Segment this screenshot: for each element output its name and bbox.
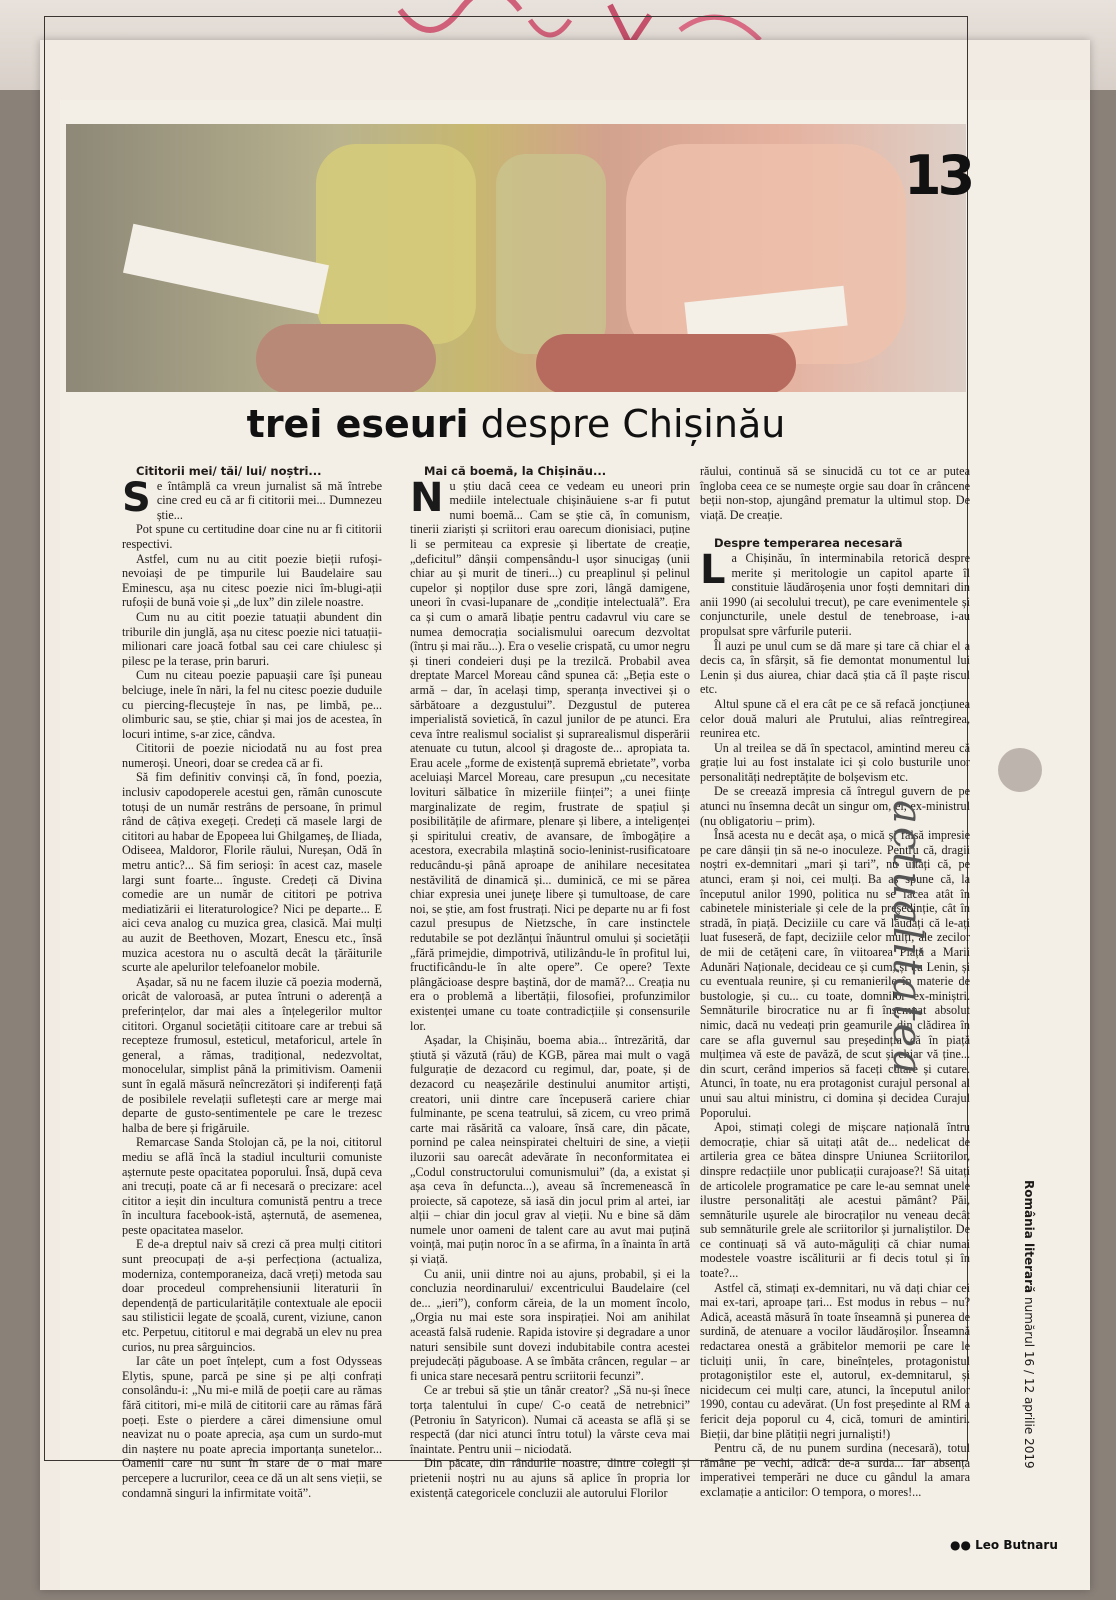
page-number: 13	[904, 144, 972, 207]
paragraph: Astfel, cum nu au citit poezie bieții rufoși-nevoiași de pe timpurile lui Baudelaire sau Eminescu, așa nu citesc poezie nici îm-blugi-ații rufoșii de bună voie și „de lux” din zilele noastre.	[122, 551, 382, 610]
title-light: despre Chișinău	[480, 402, 786, 446]
column-1	[122, 464, 382, 1500]
issue-info: numărul 16 / 12 aprilie 2019	[1022, 1296, 1036, 1469]
article-title	[66, 402, 966, 446]
paragraph: Așadar, să nu ne facem iluzie că poezia modernă, oricât de valoroasă, ar putea întruni o aderență a preferințelor, dar mai ales a înțelegerilor multor cititori. Organul societății cititoare care ar trebui să recepteze frumosul, esteticul, metaforicul, artele în general, a rămas, tradițional, nedezvoltat, monocelular, simplist până la primitivism. Oamenii sunt în egală măsură neîncrezători și indiferenți față de posibilele revelații sufletești care ar merge mai departe de gusto-sentimentele pe care le trezesc halba de bere și frigăruile.	[122, 974, 382, 1135]
paragraph: Pentru că, de nu punem surdina (necesară), totul rămâne pe vechi, adică: de-a surda... Iar absența imperativei temperări ne duce cu gândul la amara exclamație a anticilor: O tempora, o mores!...	[700, 1441, 970, 1499]
paragraph: Îl auzi pe unul cum se dă mare și tare că chiar el a decis ca, în sfârșit, să fie demontat monumentul lui Lenin și dus aiurea, chiar dacă știa că îl paște riscul etc.	[700, 638, 970, 697]
author-signature: ●● Leo Butnaru	[950, 1538, 1058, 1552]
paragraph: Cum nu au citit poezie tatuații abundent din triburile din junglă, așa nu citesc poezie nici tatuații-milionari care joacă fotbal sau cei care chiulesc și pilesc pe la terase, prin baruri.	[122, 609, 382, 668]
paragraph: De se creează impresia că întregul guvern de pe atunci nu însemna decât un singur om, el, ex-ministrul (nu obligatoriu – prim).	[700, 784, 970, 828]
paragraph: La Chișinău, în interminabila retorică despre merite și meritologie un capitol aparte îl constituie lăudăroșenia unor foști demnitari din anii 1990 (ai secolului trecut), pe care evenimentele și conjuncturile, unele destul de tenebroase, i-au propulsat spre vârfurile puterii.	[700, 546, 970, 638]
paragraph: Un al treilea se dă în spectacol, amintind mereu că grație lui au fost instalate ici și colo busturile unor personalități nedreptățite de bolșevism etc.	[700, 740, 970, 784]
paragraph: Însă acesta nu e decât așa, o mică și falsă impresie pe care dânșii țin să ne-o inoculeze. Pentru că, dragii noștri ex-demnitari „mari și tari”, nu uitați că, pe atunci, eram și noi, cei mulți. Ba aș spune că, la începutul anilor 1990, politica nu se făcea atât în cabinetele ministeriale și cele de la președinție, cât în stradă, în piață. Deciziile cu care vă lăudați că le-ați luat fuseseră, de fapt, deciziile celor mulți, ale zecilor de mii de cetățeni care, în viitoarea Piață a Marii Adunări Naționale, decideau ce și cum, și cu Lenin, și cu eventuala reunire, și cu remanierile în materie de bustologie, și cu... cu toate, domnilor ex-miniștri. Semnăturile birocratice nu ar fi însemnat absolut nimic, dacă nu vedeați prin geamurile din clădirea în care se afla guvernul sau președinția că în piață mulțimea vă este de pavăză, de scut și chiar vă ține... din scurt, cerând imperios să faceți cutare și cutare. Atunci, în toate, nu era protagonist curajul personal al unui sau altui ministru, ci domina și decidea Curajul Poporului.	[700, 828, 970, 1120]
paragraph: Pot spune cu certitudine doar cine nu ar fi cititorii respectivi.	[122, 522, 382, 551]
section-heading-2: Mai că boemă, la Chișinău...	[424, 464, 607, 478]
drop-cap: N	[410, 474, 444, 521]
header-photo-children-reading	[66, 124, 966, 392]
column-2	[410, 464, 690, 1500]
paragraph: E de-a dreptul naiv să crezi că prea mulți cititori sunt preocupați de a-și perfecționa (actualiza, moderniza, contemporaneiza, dacă vreți) metoda sau doar procedeul comprehensiunii literaturii în dependență de particularitățile contextuale ale epocii sau stilisticii legate de școală, curent, viziune, canon etc. Perpetuu, cititorul e mai degrabă un elev nu prea curios, nu prea sârguincios.	[122, 1237, 382, 1354]
paragraph: Cititorii de poezie niciodată nu au fost prea numeroși. Uneori, doar se credea că ar fi.	[122, 741, 382, 770]
title-bold: trei eseuri	[246, 402, 469, 446]
paragraph: Ce ar trebui să știe un tânăr creator? „Să nu-și înece torța talentului în cupe/ C-o ceată de netrebnici” (Petroniu în Satyricon). Numai că aceasta se află și se respectă (dar nici atunci întru totul) la vârste ceva mai înaintate. Pentru unii – niciodată.	[410, 1383, 690, 1456]
paragraph: Nu știu dacă ceea ce vedeam eu uneori prin mediile intelectuale chișinăuiene s-ar fi putut numi boemă... Cam se știe că, în comunism, tinerii ziariști și scriitori erau oarecum dionisiaci, puține li se permiteau ca expresie și libertate de creație, „deficitul” dânșii compensându-l ușor sinucigaș (unii chiar au și murit de tineri...) cu preaplinul și pelinul cupelor și nopților duse spre zori, lângă damigene, uneori în cvasi-lupanare de „condiție intelectuală”. Era ca și cum o amară libație pentru cadavrul viu care se numea democrația socialismului oarecum dezvoltat (întru și mai rău...). Era o veselie crispată, cu umor negru și tineri condeieri duși pe la trezilcă. Probabil avea dreptate Marcel Moreau când spunea că: „Beția este o armă – dar, în același timp, speranța invectivei și o sărbătoare a dezgustului”. Dezgustul de puterea imperialistă sovietică, în cazul junilor de pe atunci. Era ceva între realismul socialist și suprarealismul disperării atenuate cu tutun, alcool și dragoste de... apropiata ta. Erau acele „forme de existență supremă ebrietate”, vorba aceluiași Marcel Moreau, care presupun „cu necesitate lovituri sălbatice în mizeriile ființei”; a unei ființe marginalizate de regim, frustrate de spațiul și posibilitățile de afirmare, plenare și libere, a inteligenței și spiritului creativ, de avansare, de îmbogățire a acestora, execrabila mlaștină socio-leninist-rusificatoare reducându-și până aproape de anihilare necesitatea nestăvilită de dinamică și... duminică, ce mi se părea chiar expresia unei juneţe libere și tumultoase, de care noi, se știe, am fost frustrați. Nici pe departe nu ar fi fost cazul presupus de Nietzsche, în care instinctele redutabile se pot dezlănțui înăuntrul omului și societății „fără primejdie, dimpotrivă, utilizându-le în profitul lui, fructificându-le în alte opere”. Ce opere? Texte plângăcioase despre baștină, dor de mamă?... Creația nu era o problemă a libertății, filosofiei, profunzimilor existenței umane cu toate contradicțiile și consensurile lor.	[410, 474, 690, 1033]
paragraph: Apoi, stimați colegi de mișcare națională întru democrație, chiar să uitați atât de... nedelicat de artileria grea ce bătea dinspre Uniunea Scriitorilor, dinspre redacțiile unor publicații curajoase?! Să uitați de articolele programatice pe care le-au semnat unele ilustre personalități ale acestui pământ? Păi, semnăturile ușurele ale birocraților nu veneau decât sub semnăturile grele ale scriitorilor și jurnaliștilor. De ce continuați să vă auto-măguliți că chiar numai modestele voastre iscăliturii ar fi decis totul și în toate?...	[700, 1120, 970, 1281]
publication-sideline	[1022, 1180, 1036, 1469]
paragraph: Cu anii, unii dintre noi au ajuns, probabil, și ei la concluzia neordinarului/ excentricului Baudelaire (cel de... „ieri”), conform căreia, de la un moment încolo, „Orgia nu mai este sora inspirației. Noi am anihilat această falsă rudenie. Rapida istovire și degradare a unor naturi sensibile sunt dovezi indubitabile contra acestei prejudecăți păguboase. A se îmbăta crâncen, regular – ar fi unica stare necesară pentru scriitorii fecunzi”.	[410, 1266, 690, 1383]
drop-cap: S	[122, 474, 151, 521]
paragraph: Astfel că, stimați ex-demnitari, nu vă dați chiar cei mai ex-tari, aproape țari... Est modus in rebus – nu? Adică, această măsură în toate înseamnă și punerea de surdină, de atenuare a vocilor lăudăroșilor. Înseamnă redactarea onestă a grăbitelor memorii pe care le ticluiți unii, în care, bineînțeles, protagonistul protagoniștilor este el, autorul, ex-demnitarul, și nicidecum cei mulți care, atunci, la începutul anilor 1990, contau cu adevărat. (Un fost președinte al RM a fericit deja poporul cu 4, cică, tomuri de amintiri. Bieții, dar bine plătiții negri jurnaliști!)	[700, 1280, 970, 1441]
publication-name: România literară	[1022, 1180, 1036, 1294]
paragraph-continued: răului, continuă să se sinucidă cu tot ce ar putea îngloba ceea ce se numește orgie sau doar în crâncene beții non-stop, ajungând prematur la ultimul stop. De viață. De creație.	[700, 464, 970, 522]
drop-cap: L	[700, 546, 726, 593]
paragraph: Se întâmplă ca vreun jurnalist să mă întrebe cine cred eu că ar fi cititorii mei... Dumnezeu știe...	[122, 474, 382, 522]
paragraph: Cum nu citeau poezie papuașii care își puneau belciuge, inele în nări, la fel nu citesc poezie duduile cu piercing-flecușteje în nas, pe limbă, pe... olimburic sau, se știe, chiar și mai jos de acestea, în locuri intime, s-ar zice, cândva.	[122, 668, 382, 741]
paragraph: Să fim definitiv convinși că, în fond, poezia, inclusiv capodoperele acestui gen, rămân cunoscute totuși de un număr restrâns de persoane, în primul rând de câțiva exegeți. Credeți că masele largi de cititori au habar de Epopeea lui Ghilgameș, de Iliada, Odiseea, Maldoror, Florile răului, Nureșan, Odă în metru antic?... Să fim serioși: în acest caz, masele largi sunt foarte... înguste. Credeți că Divina comedie are un număr de cititori pe potriva mediatizării ei literaturologice? Nici pe departe... E aici ceva analog cu muzica grea, clasică. Mai mulți au auzit de Beethoven, Mozart, Enescu etc., însă muzica acestora nu o ascultă decât la țărăiturile scurte ale apelurilor telefoanelor mobile.	[122, 770, 382, 975]
paragraph: Iar câte un poet înțelept, cum a fost Odysseas Elytis, spune, parcă pe sine și pe alți confrați consolându-i: „Nu mi-e milă de poeții care au rămas fără cititori, mi-e milă de cititorii care au rămas fără poeți. Este o pierdere a cărei dimensiune omul neavizat nu o poate aprecia, așa cum un surdo-mut din naștere nu poate aprecia importanța sunetelor... Oamenii care nu sunt în stare de o mai mare percepere a lucrurilor, ceea ce dă un alt sens vieții, se condamnă singuri la infirmitate voită”.	[122, 1354, 382, 1500]
section-heading-1: Cititorii mei/ tăi/ lui/ noștri...	[136, 464, 322, 478]
rubric-circle	[998, 748, 1042, 792]
section-rubric: actualitatea	[884, 800, 930, 1078]
paragraph: Altul spune că el era cât pe ce să refacă joncțiunea celor două maluri ale Prutului, alias reîntregirea, reunirea etc.	[700, 696, 970, 741]
section-heading-3: Despre temperarea necesară	[714, 536, 903, 551]
paragraph: Din păcate, din rândurile noastre, dintre colegii și prietenii noștri nu au ajuns să aplice în propria lor existență categoricele concluzii ale autorului Florilor	[410, 1456, 690, 1500]
paragraph: Așadar, la Chișinău, boema abia... întrezărită, dar știută și văzută (rău) de KGB, părea mai mult o vagă fulgurație de dezacord cu regimul, dar, poate, și de dezacord cu neașezările destinului anumitor artiști, creatori, unii dintre care începuseră cariere chiar fulminante, pe scena teatrului, să zicem, cu vreo primă carte mai răsărită ca valoare, însă care, din păcate, pornind pe calea neinspiratei cheltuiri de sine, a vieții iluzorii sau oarecât adevărate în neconformitatea ei „Codul constructorului comunismului” (da, a existat și așa ceva în defuncta...), aveau să încremenească în proiecte, să capoteze, să iasă din jocul prim al artei, iar alții – chiar din jocul grav al vieții. Nu e bine să dăm numele unor oameni de talent care au avut mai puțină voință, mai puțin noroc în a se afirma, în a înainta în artă și viață.	[410, 1033, 690, 1267]
paragraph: Remarcase Sanda Stolojan că, pe la noi, cititorul mediu se află încă la stadiul inculturii comuniste așternute peste opacitatea poporului. Însă, după ceva ani trecuți, poate că ar fi necesară o precizare: acel cititor a ieșit din incultura comunistă pentru a trece în incultura facebook-istă, așternută, de asemenea, peste opacitatea maselor.	[122, 1135, 382, 1237]
